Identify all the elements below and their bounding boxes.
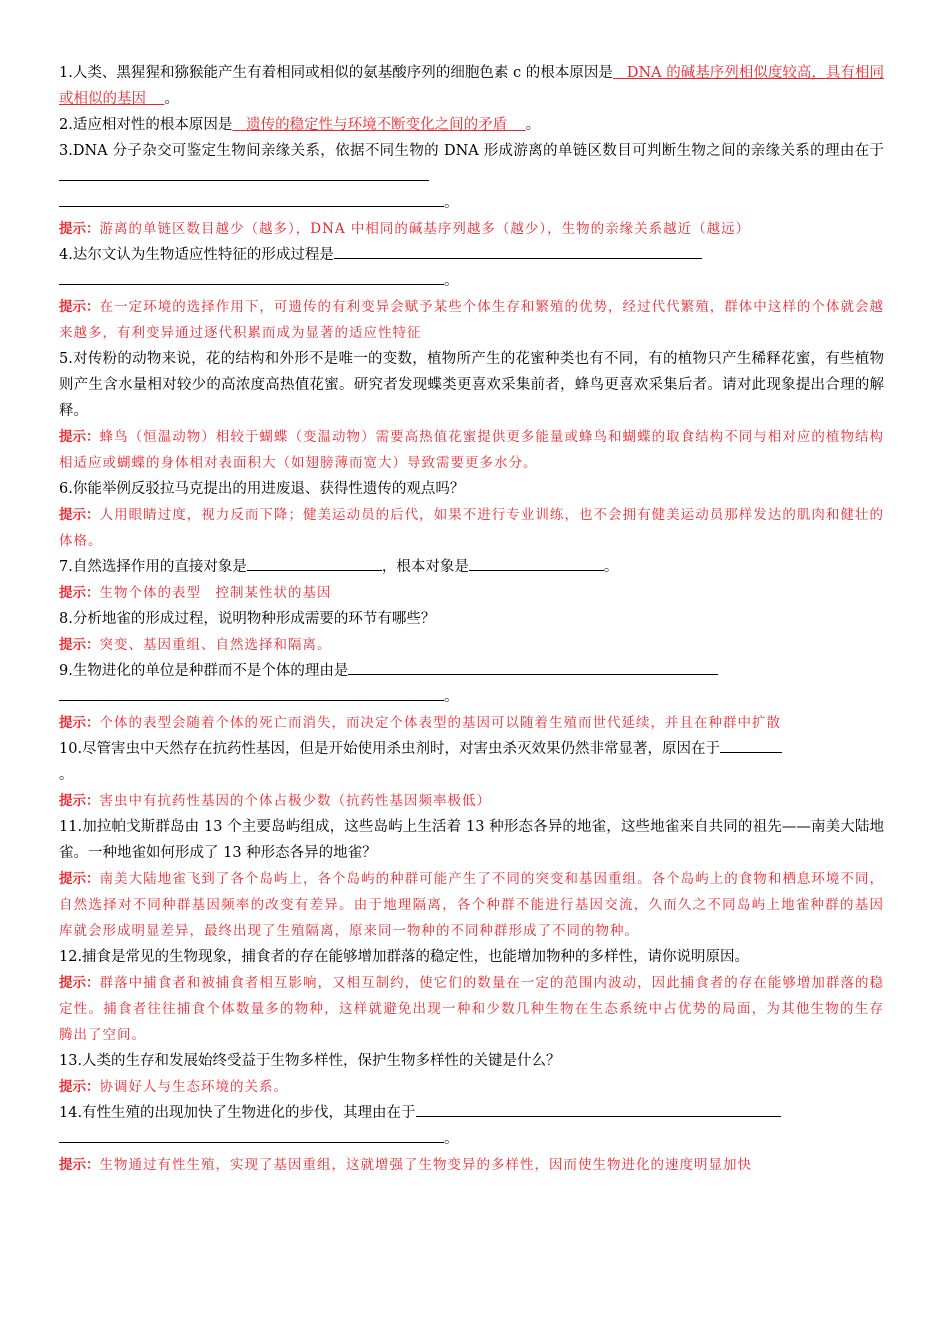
question-2: 2.适应相对性的根本原因是 遗传的稳定性与环境不断变化之间的矛盾 。 bbox=[59, 117, 541, 133]
question-5: 5.对传粉的动物来说，花的结构和外形不是唯一的变数，植物所产生的花蜜种类也有不同，有的植物只产生稀释花蜜，有些植物则产生含水量相对较少的高浓度高热值花蜜。研究者发现蝶类更喜欢采集前者，蜂鸟更喜欢采集后者。请对此现象提出合理的解释。 bbox=[59, 351, 884, 419]
answer-blank[interactable] bbox=[720, 736, 782, 753]
hint-14: 提示：生物通过有性生殖，实现了基因重组，这就增强了生物变异的多样性，因而使生物进化的速度明显加快 bbox=[59, 1157, 752, 1173]
question-10: 10.尽管害虫中天然存在抗药性基因，但是开始使用杀虫剂时，对害虫杀灭效果仍然非常显著，原因在于 。 bbox=[59, 736, 884, 788]
question-2-answer: 遗传的稳定性与环境不断变化之间的矛盾 bbox=[246, 117, 508, 133]
question-3-text: 3.DNA 分子杂交可鉴定生物间亲缘关系，依据不同生物的 DNA 形成游离的单链区数目可判断生物之间的亲缘关系的理由在于 bbox=[59, 143, 884, 159]
answer-line: 。 bbox=[59, 1126, 884, 1152]
answer-blank[interactable] bbox=[59, 684, 444, 701]
answer-blank[interactable] bbox=[469, 554, 604, 571]
answer-line: 。 bbox=[59, 684, 884, 710]
answer-blank[interactable] bbox=[334, 242, 702, 259]
question-2-text: 2.适应相对性的根本原因是 bbox=[59, 117, 233, 133]
question-13: 13.人类的生存和发展始终受益于生物多样性，保护生物多样性的关键是什么？ bbox=[59, 1053, 561, 1069]
answer-line: 。 bbox=[59, 268, 884, 294]
question-3 bbox=[59, 138, 884, 190]
question-4-text: 4.达尔文认为生物适应性特征的形成过程是 bbox=[59, 247, 334, 263]
question-8: 8.分析地雀的形成过程，说明物种形成需要的环节有哪些？ bbox=[59, 611, 436, 627]
question-6: 6.你能举例反驳拉马克提出的用进废退、获得性遗传的观点吗？ bbox=[59, 481, 465, 497]
question-4 bbox=[59, 242, 884, 268]
answer-blank[interactable] bbox=[416, 1100, 781, 1117]
answer-blank[interactable] bbox=[59, 190, 444, 207]
question-11: 11.加拉帕戈斯群岛由 13 个主要岛屿组成，这些岛屿上生活着 13 种形态各异的地雀，这些地雀来自共同的祖先——南美大陆地雀。一种地雀如何形成了 13 种形态各异的地雀？ bbox=[59, 819, 884, 861]
question-1-text: 1.人类、黑猩猩和猕猴能产生有着相同或相似的氨基酸序列的细胞色素 c 的根本原因是 bbox=[59, 65, 613, 81]
question-9: 9.生物进化的单位是种群而不是个体的理由是 bbox=[59, 658, 884, 684]
hint-10: 提示：害虫中有抗药性基因的个体占极少数（抗药性基因频率极低） bbox=[59, 793, 491, 809]
hint-8: 提示：突变、基因重组、自然选择和隔离。 bbox=[59, 637, 332, 653]
question-7: 7.自然选择作用的直接对象是 ，根本对象是 。 bbox=[59, 554, 884, 580]
hint-4: 提示：在一定环境的选择作用下，可遗传的有利变异会赋予某些个体生存和繁殖的优势，经过代代繁殖，群体中这样的个体就会越来越多，有利变异通过逐代积累而成为显著的适应性特征 bbox=[59, 299, 885, 341]
answer-blank[interactable] bbox=[59, 164, 429, 181]
hint-6: 提示：人用眼睛过度，视力反而下降；健美运动员的后代，如果不进行专业训练，也不会拥有健美运动员那样发达的肌肉和健壮的体格。 bbox=[59, 507, 885, 549]
hint-11: 提示：南美大陆地雀飞到了各个岛屿上，各个岛屿的种群可能产生了不同的突变和基因重组。各个岛屿上的食物和栖息环境不同，自然选择对不同种群基因频率的改变有差异。由于地理隔离，各个种群不能进行基因交流，久而久之不同岛屿上地雀种群的基因库就会形成明显差异，最终出现了生殖隔离，原来同一物种的不同种群形成了不同的物种。 bbox=[59, 871, 885, 939]
answer-blank[interactable] bbox=[247, 554, 382, 571]
hint-3: 提示：游离的单链区数目越少（越多），DNA 中相同的碱基序列越多（越少），生物的亲缘关系越近（越远） bbox=[59, 221, 751, 237]
answer-blank[interactable] bbox=[59, 268, 444, 285]
question-12: 12.捕食是常见的生物现象，捕食者的存在能够增加群落的稳定性，也能增加物种的多样性，请你说明原因。 bbox=[59, 949, 750, 965]
question-1-answer: DNA 的碱基序列相似度较高，具有相同或相似的基因 bbox=[59, 65, 884, 107]
question-14: 14.有性生殖的出现加快了生物进化的步伐，其理由在于 bbox=[59, 1100, 884, 1126]
hint-7: 提示：生物个体的表型 控制某性状的基因 bbox=[59, 585, 332, 601]
answer-blank[interactable] bbox=[348, 658, 718, 675]
hint-13: 提示：协调好人与生态环境的关系。 bbox=[59, 1079, 288, 1095]
question-1: 1.人类、黑猩猩和猕猴能产生有着相同或相似的氨基酸序列的细胞色素 c 的根本原因是 DNA 的碱基序列相似度较高，具有相同或相似的基因 。 bbox=[59, 65, 884, 107]
hint-12: 提示：群落中捕食者和被捕食者相互影响，又相互制约，使它们的数量在一定的范围内波动，因此捕食者的存在能够增加群落的稳定性。捕食者往往捕食个体数量多的物种，这样就避免出现一种和少数几种生物在生态系统中占优势的局面，为其他生物的生存腾出了空间。 bbox=[59, 975, 885, 1043]
answer-line: 。 bbox=[59, 190, 884, 216]
hint-9: 提示：个体的表型会随着个体的死亡而消失，而决定个体表型的基因可以随着生殖而世代延续，并且在种群中扩散 bbox=[59, 715, 781, 731]
answer-blank[interactable] bbox=[59, 1126, 444, 1143]
hint-5: 提示：蜂鸟（恒温动物）相较于蝴蝶（变温动物）需要高热值花蜜提供更多能量或蜂鸟和蝴蝶的取食结构不同与相对应的植物结构相适应或蝴蝶的身体相对表面积大（如翅膀薄而宽大）导致需要更多水分。 bbox=[59, 429, 885, 471]
hint-label: 提示： bbox=[59, 221, 100, 237]
